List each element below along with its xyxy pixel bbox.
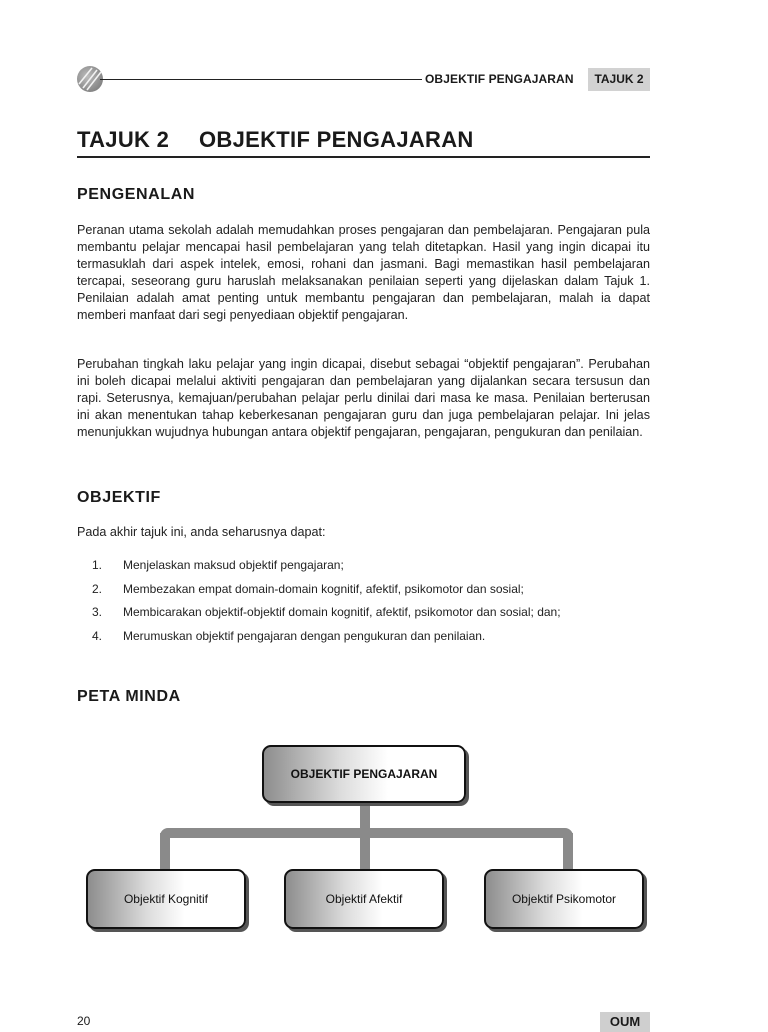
chapter-title: OBJEKTIF PENGAJARAN (199, 127, 474, 152)
section-heading-objectives: OBJEKTIF (77, 489, 161, 506)
section-heading-intro: PENGENALAN (77, 186, 196, 203)
mindmap-root-node: OBJEKTIF PENGAJARAN (262, 745, 466, 803)
chapter-number: TAJUK 2 (77, 127, 170, 152)
section-heading-mindmap: PETA MINDA (77, 688, 181, 705)
title-rule (77, 156, 650, 158)
header-chapter-tag: TAJUK 2 (588, 68, 650, 91)
mindmap-node-kognitif: Objektif Kognitif (86, 869, 246, 929)
intro-paragraph-1: Peranan utama sekolah adalah memudahkan proses pengajaran dan pembelajaran. Pengajaran pula membantu pelajar mencapai hasil pembelajaran yang telah ditetapkan. Hasil yang ingin dicapai itu termasuklah dari aspek intelek, emosi, rohani dan jasmani. Bagi memastikan hasil pembelajaran tercapai, seseorang guru haruslah melaksanakan penilaian seperti yang dijelaskan dalam Tajuk 1. Penilaian adalah amat penting untuk membantu pengajaran dan pembelajaran, malah ia dapat memberi manfaat dari segi penyediaan objektif pengajaran. (77, 223, 650, 323)
list-item: 3. Membicarakan objektif-objektif domain kognitif, afektif, psikomotor dan sosial; dan; (92, 605, 561, 620)
footer-publisher-tag: OUM (600, 1012, 650, 1032)
mindmap-connector-right (563, 833, 573, 871)
list-item: 4. Merumuskan objektif pengajaran dengan pengukuran dan penilaian. (92, 629, 486, 644)
mindmap-node-psikomotor: Objektif Psikomotor (484, 869, 644, 929)
list-item: 2. Membezakan empat domain-domain kognitif, afektif, psikomotor dan sosial; (92, 581, 524, 596)
page-number: 20 (77, 1014, 91, 1028)
mindmap-node-afektif: Objektif Afektif (284, 869, 444, 929)
header-running-title: OBJEKTIF PENGAJARAN (425, 72, 574, 86)
mindmap-connector-left (160, 833, 170, 871)
intro-paragraph-2: Perubahan tingkah laku pelajar yang ingin dicapai, disebut sebagai “objektif pengajaran”. Perubahan ini boleh dicapai melalui aktiviti pengajaran dan pembelajaran yang dijalankan secara tersusun dan rapi. Seterusnya, kemajuan/perubahan pelajar perlu dinilai dari masa ke masa. Penilaian berterusan ini akan menentukan tahap keberkesanan pengajaran guru dan juga pembelajaran pelajar. Ini jelas menunjukkan wujudnya hubungan antara objektif pengajaran, pengajaran, pengukuran dan penilaian. (77, 357, 650, 440)
list-item: 1. Menjelaskan maksud objektif pengajaran; (92, 558, 344, 572)
mindmap-connector-middle (360, 833, 370, 871)
objectives-lead: Pada akhir tajuk ini, anda seharusnya dapat: (77, 525, 326, 539)
page-title (77, 127, 474, 153)
header-rule (100, 79, 422, 80)
objectives-list (92, 557, 561, 652)
